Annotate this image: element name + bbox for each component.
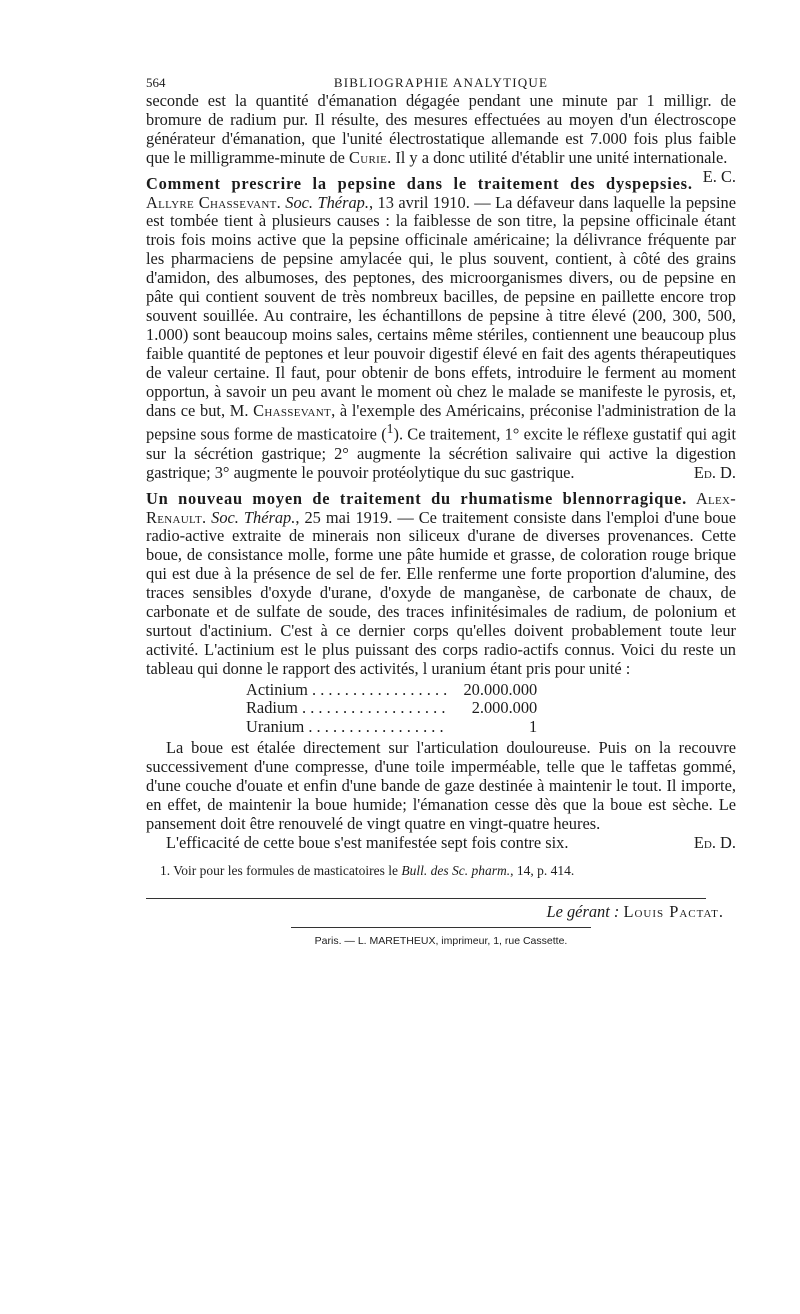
article-source: Soc. Thérap. <box>285 192 369 212</box>
table-label: Actinium . . . . . . . . . . . . . . . . . <box>246 680 448 699</box>
document-page <box>146 70 736 951</box>
page-number: 564 <box>146 75 166 90</box>
divider <box>146 898 706 899</box>
table-label: Radium . . . . . . . . . . . . . . . . . . <box>246 699 446 718</box>
signature <box>674 834 736 853</box>
article-date: , 13 avril 1910. — <box>368 192 496 212</box>
signature: E. C. <box>702 166 736 186</box>
table-value: 1 <box>529 716 538 736</box>
article-pepsine <box>146 175 736 483</box>
article-rhumatisme <box>146 490 736 679</box>
paragraph-text: L'efficacité de cette boue s'est manifestée sept fois contre six. <box>166 832 569 852</box>
curie-name: Curie <box>349 147 388 167</box>
article-body: , à l'exemple des Américains, préconise l'administration de la pepsine sous forme de masticatoire ( <box>146 400 736 444</box>
continuation-text-after: . Il y a donc utilité d'établir une unité internationale. <box>387 147 728 167</box>
gerant-name: Louis Pactat. <box>623 901 724 921</box>
article-body: La défaveur dans laquelle la pepsine est tombée tient à plusieurs causes : la faiblesse de son titre, la pepsine officinale étant trois fois moins active que la pepsine officinale américaine; la délivrance fréquente par les pharmaciens de pepsine amylacée qui, le plus souvent, contient, à côté des grains d'amidon, des albumoses, des peptones, des microorganismes divers, ou de pepsine en pâte qui contient souvent de très nombreux bacilles, de pepsine en paillette encore trop souvent souillée. Au contraire, les échantillons de pepsine à titre élevé (200, 300, 500, 1.000) sont beaucoup moins sales, certains même stériles, contiennent une beaucoup plus faible quantité de peptones et leur pouvoir digestif élevé en fait des agents thérapeutiques de valeur certaine. Il faut, pour obtenir de bons effets, introduire le ferment au moment opportun, à savoir un peu avant le moment où chez le malade se manifeste le pyrosis, et, dans ce but, M. <box>146 192 736 420</box>
footnote-reference: 1 <box>386 421 394 437</box>
page-header <box>146 70 736 92</box>
continuation-text: seconde est la quantité d'émanation dégagée pendant une minute par 1 milligr. de bromure de radium pur. Il résulte, des mesures effectuées au moyen d'un électroscope générateur d'émanation, que l'unité électrostatique allemande est 7.000 fois plus faible que le milligramme-minute de <box>146 91 736 167</box>
article-body: Ce traitement consiste dans l'emploi d'une boue radio-active extraite de minerais non siliceux d'urane de diverses provenances. Cette boue, de consistance molle, forme une pâte humide et grasse, de coloration rouge brique qui est due à la présence de sel de fer. Elle renferme une forte proportion d'alumine, des traces sensibles d'oxyde d'urane, d'oxyde de manganèse, de carbonate de chaux, de carbonate et de sulfate de soude, des traces infinitésimales de radium, de polonium et surtout d'actinium. C'est à ce dernier corps qu'elles doivent probablement toute leur activité. L'actinium est le plus puissant des corps radio-actifs connus. Voici du reste un tableau qui donne le rapport des activités, l uranium étant pris pour unité : <box>146 507 736 678</box>
footnote-text: Voir pour les formules de masticatoires le <box>173 862 402 878</box>
element-name: Uranium <box>246 717 305 736</box>
article-date: , 25 mai 1919. — <box>295 507 419 527</box>
article-title: Un nouveau moyen de traitement du rhumatisme blennorragique. <box>146 488 688 508</box>
table-value: 2.000.000 <box>471 698 538 718</box>
signature-text: Ed. D. <box>693 462 736 482</box>
table-label: Uranium . . . . . . . . . . . . . . . . . <box>246 717 444 736</box>
article-author: Allyre Chassevant <box>146 192 277 212</box>
signature <box>694 464 736 483</box>
activity-table <box>246 681 537 737</box>
running-title: BIBLIOGRAPHIE ANALYTIQUE <box>333 75 549 90</box>
element-name: Radium <box>246 699 298 718</box>
article-paragraph <box>146 834 736 853</box>
footnote-journal: Bull. des Sc. pharm. <box>401 862 511 878</box>
footnote-ref: , 14, p. 414. <box>510 862 575 878</box>
article-body: ). Ce traitement, 1° excite le réflexe gustatif qui agit sur la sécrétion gastrique; 2° augmente la sécrétion salivaire qui active la digestion gastrique; 3° augmente le pouvoir protéolytique du suc gastrique. <box>146 424 736 482</box>
gerant-line <box>146 903 736 922</box>
article-source: Soc. Thérap. <box>211 507 296 527</box>
table-row <box>246 718 537 737</box>
footnote <box>146 862 736 881</box>
table-row <box>246 699 537 718</box>
table-row <box>246 681 537 700</box>
footnote-number: 1. <box>160 862 174 878</box>
punctuation: . <box>276 192 286 212</box>
punctuation: . <box>202 507 212 527</box>
element-name: Actinium <box>246 680 308 699</box>
imprint-line: Paris. — L. MARETHEUX, imprimeur, 1, rue Cassette. <box>314 935 568 948</box>
article-author: Alex-Renault <box>146 488 736 527</box>
signature-text: Ed. D. <box>693 832 736 852</box>
author-reference: Chassevant <box>253 400 332 420</box>
article-paragraph: La boue est étalée directement sur l'articulation douloureuse. Puis on la recouvre successivement d'une compresse, d'une toile imperméable, telle que le taffetas gommé, d'une couche d'ouate et enfin d'une bande de gaze destinée à maintenir le tout. Il importe, en effet, de maintenir la boue humide; l'émanation cesse dès que la boue est sèche. Le pansement doit être renouvelé de vingt quatre en vingt-quatre heures. <box>146 738 736 833</box>
divider <box>291 927 591 928</box>
table-value: 20.000.000 <box>463 679 538 699</box>
article-title: Comment prescrire la pepsine dans le traitement des dyspepsies. <box>146 173 693 193</box>
gerant-label: Le gérant : <box>546 901 624 921</box>
